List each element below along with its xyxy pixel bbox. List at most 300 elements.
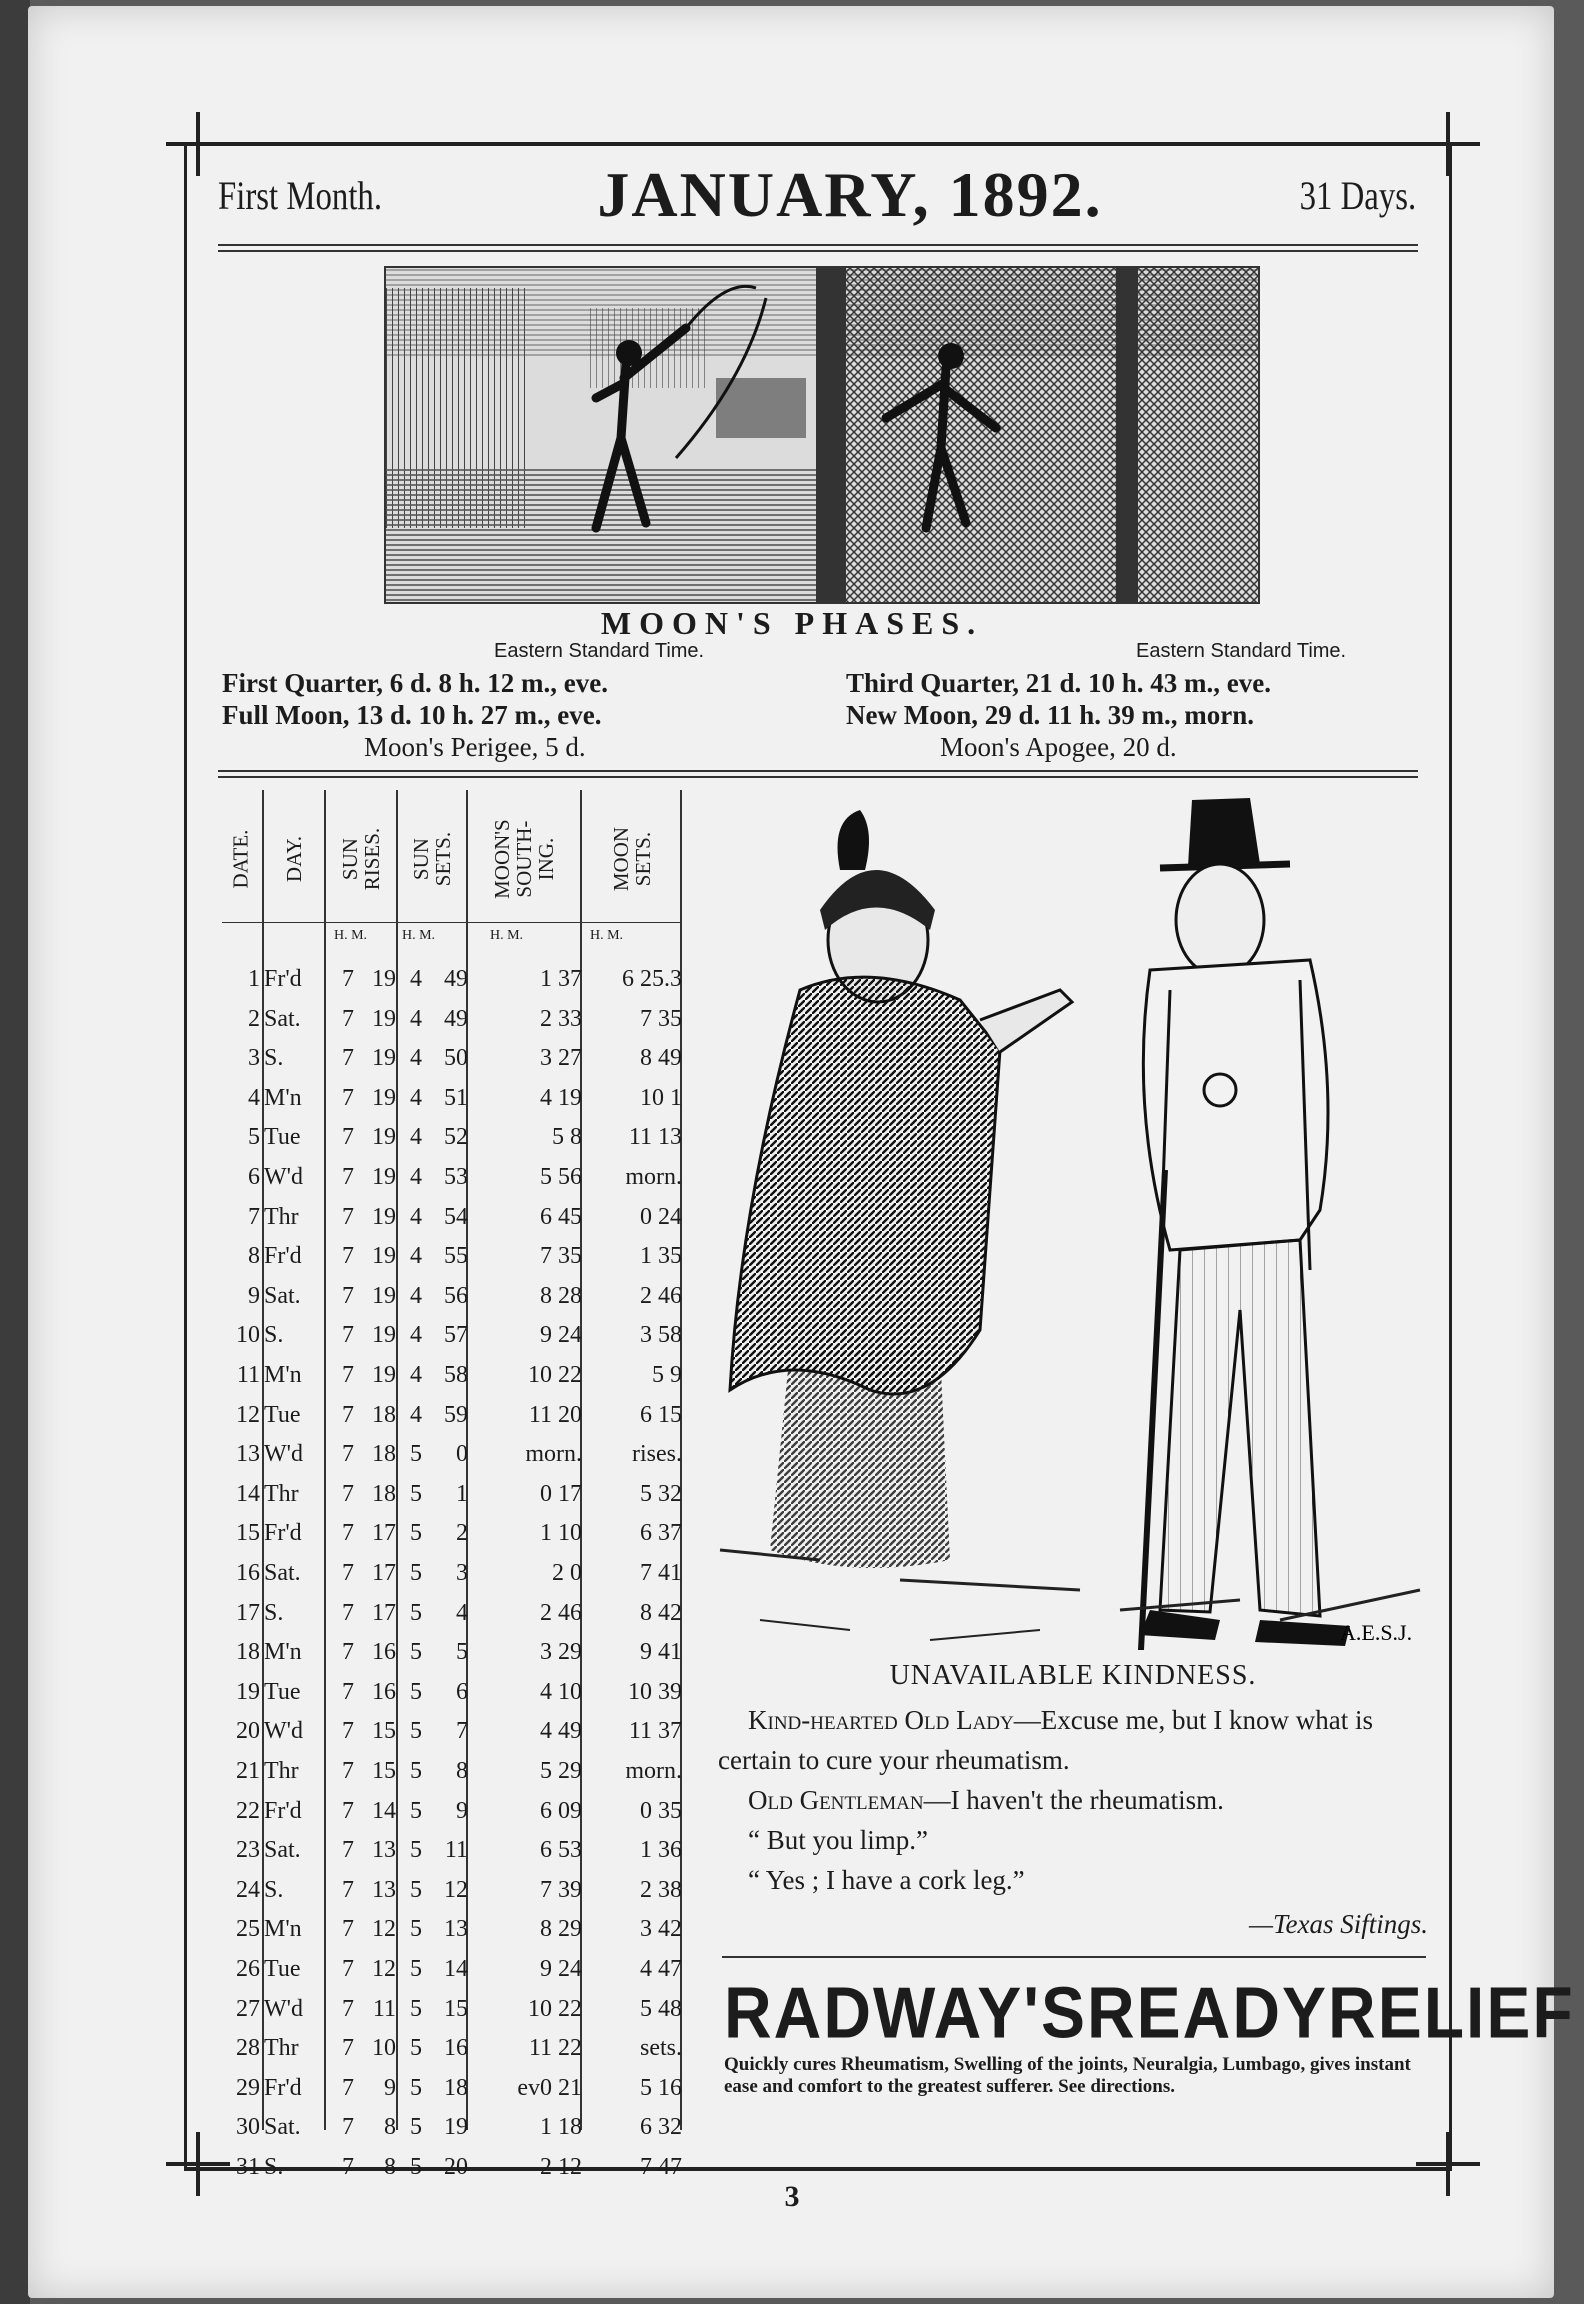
sunrise-hour: 7: [342, 1322, 354, 1349]
moon-sets: 1 35: [640, 1243, 682, 1270]
moon-sets: 3 42: [640, 1916, 682, 1943]
table-row: [218, 1356, 680, 1394]
sunrise-minute: 8: [384, 2154, 396, 2180]
row-day: Thr: [264, 1758, 299, 1784]
sunset-minute: 51: [444, 1084, 468, 1111]
sunrise-hour: 7: [342, 2074, 354, 2101]
speaker-gentleman: Old Gentleman: [748, 1785, 924, 1815]
moon-southing: 8 28: [540, 1282, 582, 1309]
sunrise-hour: 7: [342, 1441, 354, 1468]
row-day: Thr: [264, 2035, 299, 2062]
table-row: [218, 1198, 680, 1236]
table-row: [218, 1277, 680, 1315]
moon-sets: morn.: [625, 1758, 682, 1784]
sunrise-minute: 13: [372, 1837, 396, 1864]
moon-sets: 5 9: [652, 1362, 682, 1388]
sunrise-minute: 16: [372, 1678, 396, 1705]
row-date: 6: [248, 1164, 260, 1190]
moon-sets: rises.: [632, 1441, 682, 1468]
sunrise-minute: 19: [372, 1243, 396, 1270]
header-underline: [222, 922, 680, 923]
sunrise-minute: 18: [372, 1401, 396, 1428]
row-day: Tue: [264, 1401, 301, 1428]
sunrise-minute: 19: [372, 1164, 396, 1190]
sunrise-hour: 7: [342, 1124, 354, 1151]
sunset-hour: 5: [410, 1718, 422, 1745]
sunrise-minute: 14: [372, 1797, 396, 1824]
table-row: [218, 1752, 680, 1790]
moon-apogee: Moon's Apogee, 20 d.: [940, 732, 1177, 762]
row-day: Sat.: [264, 1837, 301, 1864]
sunrise-hour: 7: [342, 1520, 354, 1547]
row-date: 31: [236, 2154, 260, 2180]
sunrise-hour: 7: [342, 2114, 354, 2141]
cartoon-illustration: [700, 790, 1430, 1650]
row-date: 24: [236, 1876, 260, 1903]
timezone-note-left: Eastern Standard Time.: [494, 640, 705, 662]
third-quarter: Third Quarter, 21 d. 10 h. 43 m., eve.: [846, 668, 1271, 698]
sunset-minute: 18: [444, 2074, 468, 2101]
sunset-hour: 4: [410, 1164, 422, 1190]
sunrise-minute: 19: [372, 966, 396, 992]
sunset-hour: 5: [410, 1916, 422, 1943]
sunset-minute: 15: [444, 1995, 468, 2022]
sunrise-minute: 19: [372, 1203, 396, 1230]
moon-southing: 6 45: [540, 1203, 582, 1230]
row-day: M'n: [264, 1362, 302, 1388]
sunset-hour: 5: [410, 1995, 422, 2022]
sunset-minute: 16: [444, 2035, 468, 2062]
moon-southing: 11 20: [528, 1401, 582, 1428]
moon-southing: 0 17: [540, 1480, 582, 1507]
moon-perigee: Moon's Perigee, 5 d.: [364, 732, 586, 762]
moon-sets: 7 35: [640, 1005, 682, 1032]
sunset-minute: 9: [456, 1797, 468, 1824]
dialog-lady: Kind-hearted Old Lady—Excuse me, but I know what is certain to cure your rheumatism.: [718, 1705, 1373, 1775]
sunset-hour: 5: [410, 1599, 422, 1626]
sunset-minute: 52: [444, 1124, 468, 1151]
speaker-lady: Kind-hearted Old Lady: [748, 1705, 1014, 1735]
sunset-hour: 4: [410, 1084, 422, 1111]
sunset-minute: 20: [444, 2154, 468, 2180]
table-row: [218, 960, 680, 998]
sunset-minute: 56: [444, 1282, 468, 1309]
moon-sets: 1 36: [640, 1837, 682, 1864]
row-day: W'd: [264, 1995, 303, 2022]
sunset-minute: 58: [444, 1362, 468, 1388]
row-date: 2: [248, 1005, 260, 1032]
table-row: [218, 1039, 680, 1077]
header-moon-southing: MOON'S SOUTH- ING.: [489, 819, 559, 899]
sunset-minute: 50: [444, 1045, 468, 1072]
table-row: [218, 1158, 680, 1196]
sunrise-hour: 7: [342, 1639, 354, 1666]
row-date: 30: [236, 2114, 260, 2141]
row-date: 1: [248, 966, 260, 992]
advert-headline: RADWAY'S READY RELIEF: [724, 1971, 1575, 2053]
sunset-hour: 4: [410, 1045, 422, 1072]
sunset-minute: 12: [444, 1876, 468, 1903]
page-title: JANUARY, 1892.: [597, 159, 1103, 230]
row-date: 19: [236, 1678, 260, 1705]
moon-sets: 10 39: [628, 1678, 682, 1705]
moon-southing: 9 24: [540, 1322, 582, 1349]
row-day: Sat.: [264, 1560, 301, 1586]
row-day: Fr'd: [264, 2074, 302, 2101]
row-day: S.: [264, 1045, 284, 1072]
sunset-minute: 59: [444, 1401, 468, 1428]
moon-sets: 6 37: [640, 1520, 682, 1547]
row-date: 10: [236, 1322, 260, 1349]
moon-sets: 10 1: [640, 1084, 682, 1111]
table-row: [218, 1396, 680, 1434]
moon-southing: 1 10: [540, 1520, 582, 1547]
sunrise-minute: 19: [372, 1005, 396, 1032]
moon-southing: 4 19: [540, 1084, 582, 1111]
ad-rule: [722, 1956, 1426, 1958]
moon-southing: 1 37: [540, 966, 582, 992]
sunrise-minute: 17: [372, 1560, 396, 1586]
sunrise-hour: 7: [342, 966, 354, 992]
sunset-minute: 0: [456, 1441, 468, 1468]
row-day: Tue: [264, 1678, 301, 1705]
full-moon: Full Moon, 13 d. 10 h. 27 m., eve.: [222, 700, 602, 730]
moon-sets: 6 25.3: [622, 966, 682, 992]
month-ordinal: First Month.: [218, 172, 383, 218]
sunset-hour: 5: [410, 1837, 422, 1864]
header-sun-sets: SUN SETS.: [408, 831, 455, 887]
table-row: [218, 1079, 680, 1117]
sunset-hour: 5: [410, 1520, 422, 1547]
row-day: Tue: [264, 1124, 301, 1151]
units-moon-southing: H. M.: [490, 928, 524, 943]
sunset-hour: 4: [410, 1203, 422, 1230]
cartoon-caption: UNAVAILABLE KINDNESS.: [889, 1660, 1257, 1691]
sunrise-minute: 12: [372, 1956, 396, 1982]
sunset-hour: 4: [410, 1362, 422, 1388]
sunrise-minute: 19: [372, 1084, 396, 1111]
moon-sets: 3 58: [640, 1322, 682, 1349]
table-row: [218, 1792, 680, 1830]
sunset-hour: 4: [410, 1322, 422, 1349]
new-moon: New Moon, 29 d. 11 h. 39 m., morn.: [846, 700, 1255, 730]
row-date: 26: [236, 1956, 260, 1982]
sunrise-minute: 18: [372, 1480, 396, 1507]
sunset-hour: 4: [410, 1243, 422, 1270]
quote-source: —Texas Siftings.: [1248, 1909, 1428, 1939]
sunset-hour: 5: [410, 1560, 422, 1586]
table-row: [218, 1554, 680, 1592]
table-row: [218, 1990, 680, 2028]
sunset-minute: 7: [456, 1718, 468, 1745]
sunset-minute: 6: [456, 1678, 468, 1705]
moon-sets: 6 15: [640, 1401, 682, 1428]
sunrise-minute: 15: [372, 1718, 396, 1745]
table-row: [218, 1435, 680, 1473]
row-day: M'n: [264, 1084, 302, 1111]
table-row: [218, 1831, 680, 1869]
row-day: S.: [264, 1876, 284, 1903]
row-date: 28: [236, 2035, 260, 2062]
sunrise-hour: 7: [342, 1480, 354, 1507]
sunrise-hour: 7: [342, 1599, 354, 1626]
moon-sets: morn.: [625, 1164, 682, 1190]
table-row: [218, 1000, 680, 1038]
sunset-minute: 49: [444, 966, 468, 992]
row-day: Fr'd: [264, 1797, 302, 1824]
moon-southing: 2 0: [552, 1560, 582, 1586]
book-spine: [0, 0, 30, 2304]
moon-sets: 5 32: [640, 1480, 682, 1507]
table-row: [218, 2029, 680, 2067]
moon-phases-title: MOON'S PHASES.: [600, 605, 984, 641]
sunrise-hour: 7: [342, 1560, 354, 1586]
sunrise-minute: 9: [384, 2074, 396, 2101]
moon-sets: 7 41: [640, 1560, 682, 1586]
moon-sets: 2 46: [640, 1282, 682, 1309]
sunrise-minute: 12: [372, 1916, 396, 1943]
sunset-hour: 4: [410, 1124, 422, 1151]
sunset-hour: 5: [410, 1480, 422, 1507]
sunset-hour: 5: [410, 1678, 422, 1705]
sunset-hour: 4: [410, 966, 422, 992]
moon-southing: 4 10: [540, 1678, 582, 1705]
units-moon-sets: H. M.: [590, 928, 624, 943]
row-day: Fr'd: [264, 1243, 302, 1270]
moon-sets: 0 24: [640, 1203, 682, 1230]
sunset-hour: 5: [410, 2074, 422, 2101]
sunrise-minute: 19: [372, 1124, 396, 1151]
row-day: Sat.: [264, 2114, 301, 2141]
sunset-minute: 11: [444, 1837, 468, 1864]
sunrise-minute: 11: [372, 1995, 396, 2022]
sunrise-hour: 7: [342, 1401, 354, 1428]
sunrise-hour: 7: [342, 1995, 354, 2022]
moon-southing: 2 12: [540, 2154, 582, 2180]
sunrise-minute: 19: [372, 1282, 396, 1309]
moon-sets: 8 49: [640, 1045, 682, 1072]
moon-southing: 4 49: [540, 1718, 582, 1745]
moon-southing: 1 18: [540, 2114, 582, 2141]
row-date: 27: [236, 1995, 260, 2022]
sunrise-minute: 19: [372, 1322, 396, 1349]
moon-southing: 2 46: [540, 1599, 582, 1626]
table-row: [218, 1910, 680, 1948]
sunrise-minute: 13: [372, 1876, 396, 1903]
sunset-hour: 5: [410, 1956, 422, 1982]
sunrise-hour: 7: [342, 1797, 354, 1824]
row-date: 23: [236, 1837, 260, 1864]
phases-rule: [218, 770, 1418, 778]
row-date: 12: [236, 1401, 260, 1428]
row-date: 17: [236, 1599, 260, 1626]
moon-sets: 9 41: [640, 1639, 682, 1666]
sunrise-minute: 17: [372, 1520, 396, 1547]
row-date: 14: [236, 1480, 260, 1507]
row-date: 16: [236, 1560, 260, 1586]
row-date: 3: [248, 1045, 260, 1072]
sunrise-hour: 7: [342, 1282, 354, 1309]
moon-southing: morn.: [525, 1441, 582, 1468]
days-count: 31 Days.: [1299, 172, 1416, 218]
moon-southing: 9 24: [540, 1956, 582, 1982]
sunrise-hour: 7: [342, 1758, 354, 1784]
moon-sets: 4 47: [640, 1956, 682, 1982]
sunset-hour: 4: [410, 1282, 422, 1309]
sunrise-minute: 19: [372, 1045, 396, 1072]
moon-sets: 11 13: [628, 1124, 682, 1151]
moon-southing: 3 27: [540, 1045, 582, 1072]
moon-southing: 2 33: [540, 1005, 582, 1032]
page-number: 3: [784, 2180, 800, 2213]
sunset-minute: 5: [456, 1639, 468, 1666]
sunrise-hour: 7: [342, 1084, 354, 1111]
sunrise-hour: 7: [342, 1203, 354, 1230]
row-date: 7: [248, 1203, 260, 1230]
sunset-minute: 1: [456, 1480, 468, 1507]
sunrise-minute: 8: [384, 2114, 396, 2141]
table-row: [218, 1118, 680, 1156]
row-day: Sat.: [264, 1282, 301, 1309]
sunrise-hour: 7: [342, 1876, 354, 1903]
moon-southing: 8 29: [540, 1916, 582, 1943]
table-row: [218, 1950, 680, 1988]
sunrise-minute: 10: [372, 2035, 396, 2062]
sunrise-hour: 7: [342, 1005, 354, 1032]
row-day: Sat.: [264, 1005, 301, 1032]
row-date: 15: [236, 1520, 260, 1547]
sunrise-hour: 7: [342, 1916, 354, 1943]
sunrise-minute: 18: [372, 1441, 396, 1468]
farm-engraving: [384, 266, 1260, 604]
sunrise-hour: 7: [342, 1362, 354, 1388]
sunset-minute: 8: [456, 1758, 468, 1784]
sunset-minute: 2: [456, 1520, 468, 1547]
moon-southing: 3 29: [540, 1639, 582, 1666]
sunrise-hour: 7: [342, 1718, 354, 1745]
row-day: W'd: [264, 1164, 303, 1190]
sunset-hour: 5: [410, 1639, 422, 1666]
row-day: Thr: [264, 1480, 299, 1507]
sunrise-minute: 17: [372, 1599, 396, 1626]
sunset-minute: 13: [444, 1916, 468, 1943]
row-date: 18: [236, 1639, 260, 1666]
table-row: [218, 1237, 680, 1275]
table-row: [218, 1871, 680, 1909]
sunset-hour: 4: [410, 1401, 422, 1428]
moon-southing: ev0 21: [517, 2074, 582, 2101]
moon-sets: 8 42: [640, 1599, 682, 1626]
row-day: S.: [264, 1599, 284, 1626]
row-date: 21: [236, 1758, 260, 1784]
table-row: [218, 2108, 680, 2146]
timezone-note-right: Eastern Standard Time.: [1136, 640, 1347, 662]
sunset-minute: 14: [444, 1956, 468, 1982]
row-day: S.: [264, 1322, 284, 1349]
row-day: W'd: [264, 1718, 303, 1745]
artist-signature: A.E.S.J.: [1340, 1620, 1413, 1645]
moon-sets: 7 47: [640, 2154, 682, 2180]
moon-sets: 2 38: [640, 1876, 682, 1903]
row-date: 29: [236, 2074, 260, 2101]
moon-sets: 5 48: [640, 1995, 682, 2022]
header-rule: [218, 244, 1418, 252]
row-date: 9: [248, 1282, 260, 1309]
moon-southing: 7 39: [540, 1876, 582, 1903]
sunrise-hour: 7: [342, 1956, 354, 1982]
sunrise-hour: 7: [342, 1243, 354, 1270]
table-row: [218, 2069, 680, 2107]
moon-sets: 11 37: [628, 1718, 682, 1745]
moon-sets: 5 16: [640, 2074, 682, 2101]
sunset-hour: 5: [410, 1876, 422, 1903]
sunrise-minute: 16: [372, 1639, 396, 1666]
sunset-minute: 19: [444, 2114, 468, 2141]
sunset-hour: 5: [410, 2035, 422, 2062]
table-row: [218, 1514, 680, 1552]
sunset-minute: 54: [444, 1203, 468, 1230]
units-sun-sets: H. M.: [402, 928, 436, 943]
moon-southing: 11 22: [528, 2035, 582, 2062]
row-day: Thr: [264, 1203, 299, 1230]
table-row: [218, 1673, 680, 1711]
header-sun-rises: SUN RISES.: [337, 827, 384, 891]
sunset-minute: 3: [456, 1560, 468, 1586]
row-date: 5: [248, 1124, 260, 1151]
moon-southing: 5 8: [552, 1124, 582, 1151]
moon-sets: 0 35: [640, 1797, 682, 1824]
row-day: Tue: [264, 1956, 301, 1982]
sunrise-minute: 19: [372, 1362, 396, 1388]
moon-sets: sets.: [640, 2035, 682, 2062]
sunset-hour: 5: [410, 2114, 422, 2141]
table-row: [218, 1594, 680, 1632]
table-row: [218, 1475, 680, 1513]
moon-southing: 7 35: [540, 1243, 582, 1270]
row-date: 25: [236, 1916, 260, 1943]
corner-cross-top-right: [1416, 112, 1480, 176]
row-date: 8: [248, 1243, 260, 1270]
table-row: [218, 1316, 680, 1354]
row-day: Fr'd: [264, 966, 302, 992]
sunset-minute: 57: [444, 1322, 468, 1349]
row-day: M'n: [264, 1916, 302, 1943]
table-row: [218, 1712, 680, 1750]
row-day: M'n: [264, 1639, 302, 1666]
dialog-gentleman: Old Gentleman—I haven't the rheumatism.: [748, 1785, 1224, 1815]
sunset-minute: 49: [444, 1005, 468, 1032]
sunset-minute: 4: [456, 1599, 468, 1626]
first-quarter: First Quarter, 6 d. 8 h. 12 m., eve.: [222, 668, 608, 698]
sunset-hour: 4: [410, 1005, 422, 1032]
row-day: S.: [264, 2154, 284, 2180]
units-sun-rises: H. M.: [334, 928, 368, 943]
header-day: DAY.: [281, 835, 306, 883]
sunrise-hour: 7: [342, 1837, 354, 1864]
sunset-hour: 5: [410, 1441, 422, 1468]
moon-southing: 10 22: [528, 1995, 582, 2022]
sunrise-hour: 7: [342, 1045, 354, 1072]
advert-copy: Quickly cures Rheumatism, Swelling of the joints, Neuralgia, Lumbago, gives instant ease and comfort to the greatest sufferer. See directions.: [724, 2054, 1411, 2097]
row-day: Fr'd: [264, 1520, 302, 1547]
sunrise-hour: 7: [342, 1678, 354, 1705]
sunset-hour: 5: [410, 1758, 422, 1784]
dialog-line4: “ Yes ; I have a cork leg.”: [748, 1865, 1025, 1895]
moon-southing: 5 29: [540, 1758, 582, 1784]
sunrise-hour: 7: [342, 1164, 354, 1190]
sunset-minute: 53: [444, 1164, 468, 1190]
row-date: 13: [236, 1441, 260, 1468]
